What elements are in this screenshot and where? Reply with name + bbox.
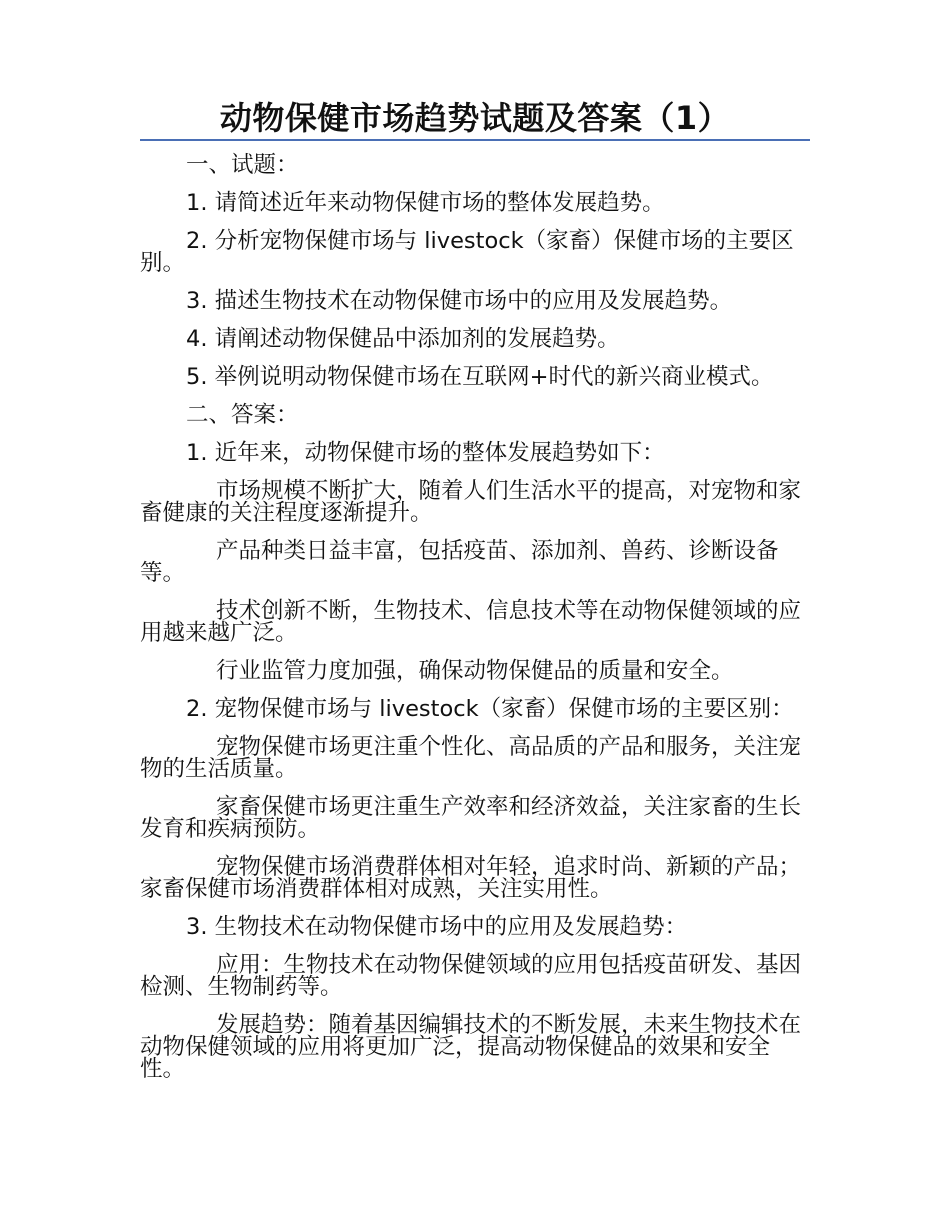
answer-1-point: 行业监管力度加强，确保动物保健品的质量和安全。: [216, 658, 734, 684]
answer-2-point: 家畜保健市场更注重生产效率和经济效益，关注家畜的生长发育和疾病预防。: [140, 794, 802, 842]
answer-3-point: 应用：生物技术在动物保健领域的应用包括疫苗研发、基因检测、生物制药等。: [140, 952, 802, 1000]
answer-3-point: 发展趋势：随着基因编辑技术的不断发展，未来生物技术在动物保健领域的应用将更加广泛，提高动物保健品的效果和安全性。: [140, 1012, 802, 1082]
answer-2-point: 宠物保健市场消费群体相对年轻，追求时尚、新颖的产品；家畜保健市场消费群体相对成熟，关注实用性。: [140, 854, 802, 902]
title-underline: [140, 139, 810, 141]
section-heading-answers: 二、答案：: [186, 402, 299, 428]
answer-3-heading: 3. 生物技术在动物保健市场中的应用及发展趋势：: [186, 914, 688, 940]
document-body: [140, 154, 810, 1080]
answer-1-point: 技术创新不断，生物技术、信息技术等在动物保健领域的应用越来越广泛。: [140, 598, 802, 646]
answer-1-point: 产品种类日益丰富，包括疫苗、添加剂、兽药、诊断设备等。: [140, 538, 779, 586]
question-2: 2. 分析宠物保健市场与 livestock（家畜）保健市场的主要区别。: [140, 228, 794, 276]
answer-2-heading: 2. 宠物保健市场与 livestock（家畜）保健市场的主要区别：: [186, 696, 794, 722]
title-block: [140, 96, 810, 140]
document-page: [140, 96, 810, 1096]
document-title: 动物保健市场趋势试题及答案（1）: [219, 99, 731, 137]
section-heading-questions: 一、试题：: [186, 152, 299, 178]
question-5: 5. 举例说明动物保健市场在互联网+时代的新兴商业模式。: [186, 364, 774, 390]
answer-1-heading: 1. 近年来，动物保健市场的整体发展趋势如下：: [186, 440, 665, 466]
question-3: 3. 描述生物技术在动物保健市场中的应用及发展趋势。: [186, 288, 733, 314]
answer-1-point: 市场规模不断扩大，随着人们生活水平的提高，对宠物和家畜健康的关注程度逐渐提升。: [140, 478, 802, 526]
answer-2-point: 宠物保健市场更注重个性化、高品质的产品和服务，关注宠物的生活质量。: [140, 734, 802, 782]
question-4: 4. 请阐述动物保健品中添加剂的发展趋势。: [186, 326, 620, 352]
question-1: 1. 请简述近年来动物保健市场的整体发展趋势。: [186, 190, 665, 216]
